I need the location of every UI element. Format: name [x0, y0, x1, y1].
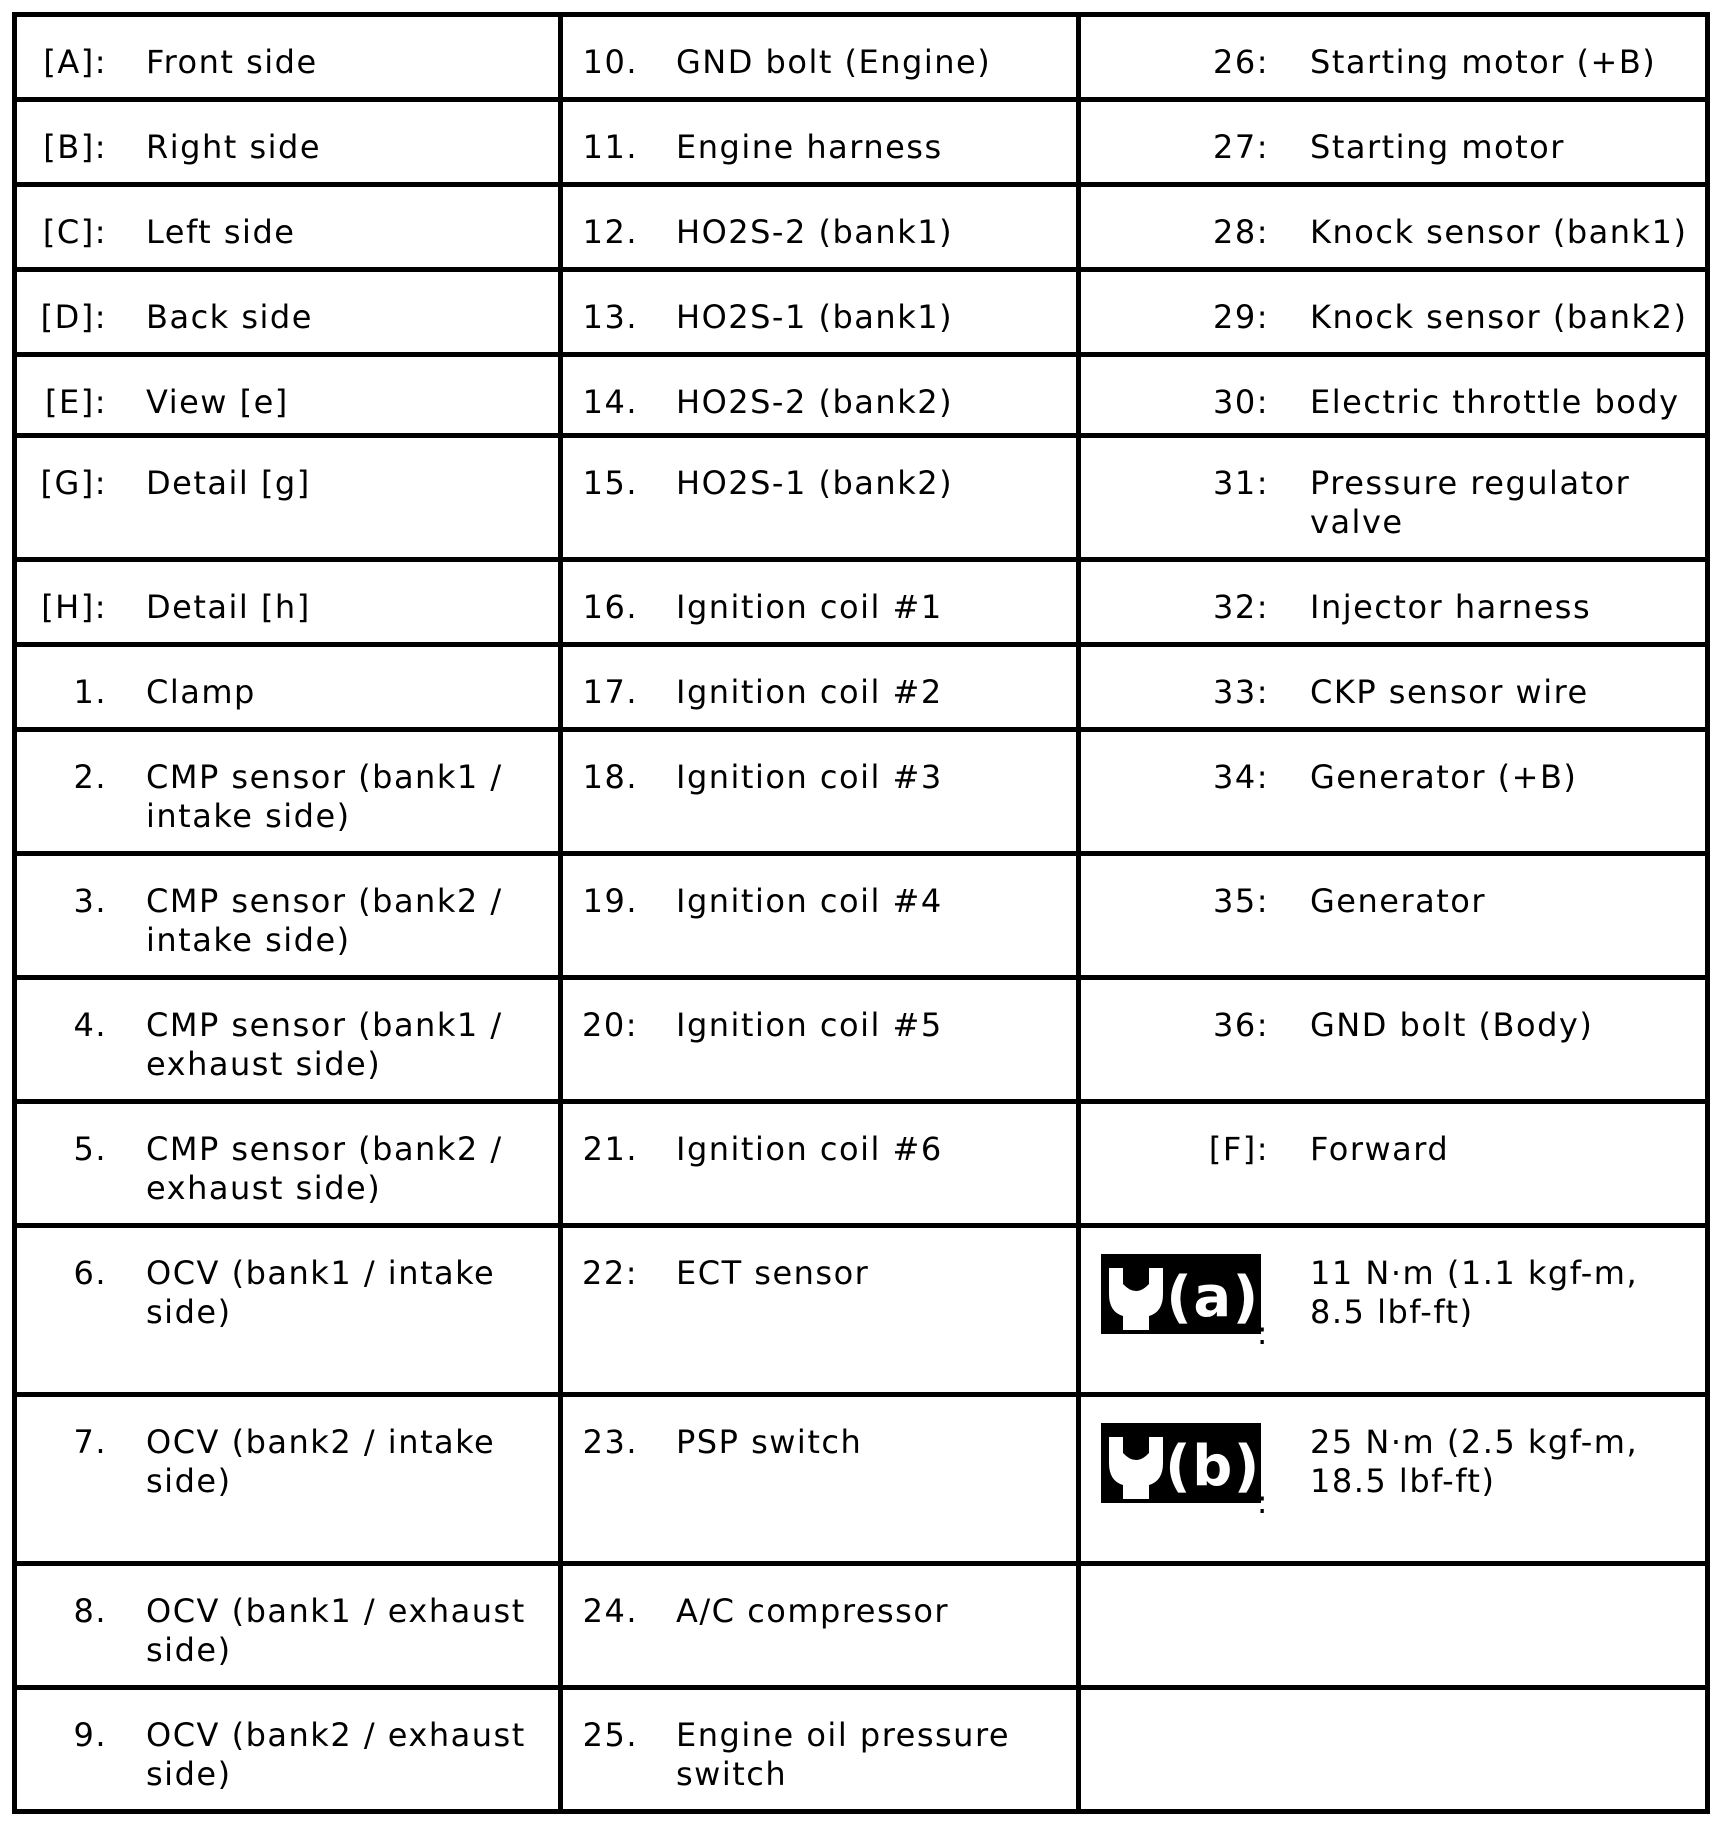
item-number: 19. [582, 882, 638, 920]
item-number: [F]: [1208, 1130, 1269, 1168]
item-description: OCV (bank2 / exhaust side) [146, 1716, 526, 1793]
item-description: PSP switch [676, 1423, 863, 1461]
item-description: Starting motor (+B) [1310, 43, 1657, 81]
item-description: Clamp [146, 673, 256, 711]
legend-cell-c2 [561, 185, 1079, 270]
legend-cell-c1 [15, 15, 561, 100]
legend-cell-c1 [15, 1688, 561, 1812]
item-description: GND bolt (Body) [1310, 1006, 1594, 1044]
item-number: 1. [73, 673, 107, 711]
item-description: HO2S-1 (bank1) [676, 298, 954, 336]
item-description: Knock sensor (bank2) [1310, 298, 1688, 336]
legend-row [15, 1395, 1708, 1564]
legend-row [15, 1102, 1708, 1226]
item-description: Ignition coil #1 [676, 588, 943, 626]
legend-table [12, 12, 1705, 1809]
legend-row [15, 15, 1708, 100]
torque-symbol [1081, 1254, 1269, 1358]
item-description: Front side [146, 43, 318, 81]
item-number: 32: [1213, 588, 1269, 626]
item-number: 26: [1213, 43, 1269, 81]
legend-row [15, 730, 1708, 854]
item-number: 2. [73, 758, 107, 796]
legend-cell-c2 [561, 270, 1079, 355]
item-description: CKP sensor wire [1310, 673, 1589, 711]
item-description: Ignition coil #6 [676, 1130, 943, 1168]
legend-cell-c2 [561, 15, 1079, 100]
item-number: 13. [582, 298, 638, 336]
item-description: Ignition coil #4 [676, 882, 943, 920]
legend-cell-c1 [15, 100, 561, 185]
item-number: 6. [73, 1254, 107, 1292]
item-description: OCV (bank2 / intake side) [146, 1423, 496, 1500]
legend-row [15, 100, 1708, 185]
legend-cell-c3 [1079, 100, 1708, 185]
item-number: 28: [1213, 213, 1269, 251]
item-number: 12. [582, 213, 638, 251]
torque-wrench-icon [1101, 1423, 1261, 1503]
item-description: Generator [1310, 882, 1486, 920]
item-description: Electric throttle body [1310, 383, 1680, 421]
item-description: Left side [146, 213, 296, 251]
item-description: HO2S-1 (bank2) [676, 464, 954, 502]
item-number: 9. [73, 1716, 107, 1754]
item-number: 31: [1213, 464, 1269, 502]
legend-row [15, 1564, 1708, 1688]
legend-row [15, 436, 1708, 560]
item-number: 21. [582, 1130, 638, 1168]
legend-cell-c3 [1079, 560, 1708, 645]
item-number: 16. [582, 588, 638, 626]
item-description: Detail [h] [146, 588, 311, 626]
legend-row [15, 270, 1708, 355]
item-number: 24. [582, 1592, 638, 1630]
item-number: [A]: [43, 43, 107, 81]
item-description: Ignition coil #2 [676, 673, 943, 711]
item-description: A/C compressor [676, 1592, 950, 1630]
item-number: 27: [1213, 128, 1269, 166]
legend-cell-c2 [561, 1564, 1079, 1688]
item-description: Forward [1310, 1130, 1450, 1168]
item-number: 14. [582, 383, 638, 421]
legend-cell-c3 [1079, 1395, 1708, 1564]
item-description: Injector harness [1310, 588, 1592, 626]
legend-row [15, 355, 1708, 436]
item-description: Knock sensor (bank1) [1310, 213, 1688, 251]
item-number: 3. [73, 882, 107, 920]
legend-row [15, 645, 1708, 730]
item-number: 36: [1213, 1006, 1269, 1044]
torque-symbol [1081, 1423, 1269, 1527]
legend-cell-c3 [1079, 355, 1708, 436]
legend-cell-c2 [561, 730, 1079, 854]
legend-cell-c1 [15, 560, 561, 645]
legend-cell-c2 [561, 1102, 1079, 1226]
legend-cell-c3 [1079, 436, 1708, 560]
item-description: Engine oil pressure switch [676, 1716, 1011, 1793]
item-number: 25. [582, 1716, 638, 1754]
item-number: [H]: [41, 588, 107, 626]
legend-cell-c3 [1079, 854, 1708, 978]
item-description: CMP sensor (bank2 / intake side) [146, 882, 503, 959]
legend-cell-c2 [561, 355, 1079, 436]
item-number: 8. [73, 1592, 107, 1630]
item-description: Pressure regulator valve [1310, 464, 1631, 541]
legend-cell-c1 [15, 1395, 561, 1564]
legend-cell-c1 [15, 1102, 561, 1226]
item-description: GND bolt (Engine) [676, 43, 992, 81]
item-number: 15. [582, 464, 638, 502]
item-number: 17. [582, 673, 638, 711]
legend-cell-c3 [1079, 270, 1708, 355]
item-number: 34: [1213, 758, 1269, 796]
legend-row [15, 185, 1708, 270]
legend-cell-c3 [1079, 1226, 1708, 1395]
item-description: CMP sensor (bank1 / exhaust side) [146, 1006, 503, 1083]
item-number: 5. [73, 1130, 107, 1168]
item-number: 35: [1213, 882, 1269, 920]
legend-cell-c3 [1079, 1102, 1708, 1226]
torque-letter: (b) [1165, 1434, 1261, 1499]
legend-cell-c2 [561, 1226, 1079, 1395]
torque-colon: : [1256, 1314, 1269, 1352]
legend-row [15, 978, 1708, 1102]
legend-cell-c2 [561, 560, 1079, 645]
legend-row [15, 1688, 1708, 1812]
legend-cell-c1 [15, 645, 561, 730]
item-number: 18. [582, 758, 638, 796]
legend-cell-c2 [561, 100, 1079, 185]
legend-cell-c1 [15, 185, 561, 270]
legend-cell-c1 [15, 1564, 561, 1688]
item-description: ECT sensor [676, 1254, 870, 1292]
legend-cell-c2 [561, 436, 1079, 560]
legend-cell-c1 [15, 730, 561, 854]
legend-cell-c1 [15, 436, 561, 560]
item-description: CMP sensor (bank2 / exhaust side) [146, 1130, 503, 1207]
legend-row [15, 560, 1708, 645]
torque-colon: : [1256, 1483, 1269, 1521]
legend-cell-c1 [15, 1226, 561, 1395]
item-description: HO2S-2 (bank2) [676, 383, 954, 421]
torque-letter: (a) [1166, 1265, 1260, 1330]
item-description: Ignition coil #5 [676, 1006, 943, 1044]
item-description: CMP sensor (bank1 / intake side) [146, 758, 503, 835]
item-description: OCV (bank1 / exhaust side) [146, 1592, 526, 1669]
legend-cell-c1 [15, 854, 561, 978]
item-number: 20: [582, 1006, 638, 1044]
legend-cell-c3 [1079, 185, 1708, 270]
item-number: [C]: [42, 213, 107, 251]
item-number: 30: [1213, 383, 1269, 421]
legend-cell-c3 [1079, 645, 1708, 730]
item-description: Ignition coil #3 [676, 758, 943, 796]
item-description: Detail [g] [146, 464, 311, 502]
item-description: Back side [146, 298, 313, 336]
item-number: 23. [582, 1423, 638, 1461]
legend-row [15, 854, 1708, 978]
item-number: 7. [73, 1423, 107, 1461]
item-description: Generator (+B) [1310, 758, 1578, 796]
item-number: [E]: [45, 383, 107, 421]
item-number: 4. [73, 1006, 107, 1044]
torque-wrench-icon [1101, 1254, 1261, 1334]
legend-cell-c3 [1079, 15, 1708, 100]
item-number: 10. [582, 43, 638, 81]
item-number: 29: [1213, 298, 1269, 336]
torque-value: 11 N·m (1.1 kgf-m, 8.5 lbf-ft) [1310, 1254, 1639, 1331]
legend-cell-c3 [1079, 730, 1708, 854]
legend-cell-c1 [15, 270, 561, 355]
legend-cell-c3 [1079, 978, 1708, 1102]
item-description: OCV (bank1 / intake side) [146, 1254, 496, 1331]
legend-cell-c2 [561, 1395, 1079, 1564]
item-description: HO2S-2 (bank1) [676, 213, 954, 251]
legend-cell-c2 [561, 854, 1079, 978]
item-number: 11. [582, 128, 638, 166]
item-description: Engine harness [676, 128, 943, 166]
item-description: View [e] [146, 383, 289, 421]
legend-cell-c2 [561, 645, 1079, 730]
legend-cell-c3 [1079, 1564, 1708, 1688]
legend-cell-c1 [15, 978, 561, 1102]
legend-row [15, 1226, 1708, 1395]
item-number: [D]: [40, 298, 107, 336]
item-number: 33: [1213, 673, 1269, 711]
legend-cell-c2 [561, 978, 1079, 1102]
item-number: [B]: [43, 128, 107, 166]
legend-cell-c1 [15, 355, 561, 436]
item-number: [G]: [40, 464, 107, 502]
legend-cell-c2 [561, 1688, 1079, 1812]
item-description: Starting motor [1310, 128, 1565, 166]
legend-cell-c3 [1079, 1688, 1708, 1812]
item-description: Right side [146, 128, 321, 166]
torque-value: 25 N·m (2.5 kgf-m, 18.5 lbf-ft) [1310, 1423, 1639, 1500]
item-number: 22: [582, 1254, 638, 1292]
